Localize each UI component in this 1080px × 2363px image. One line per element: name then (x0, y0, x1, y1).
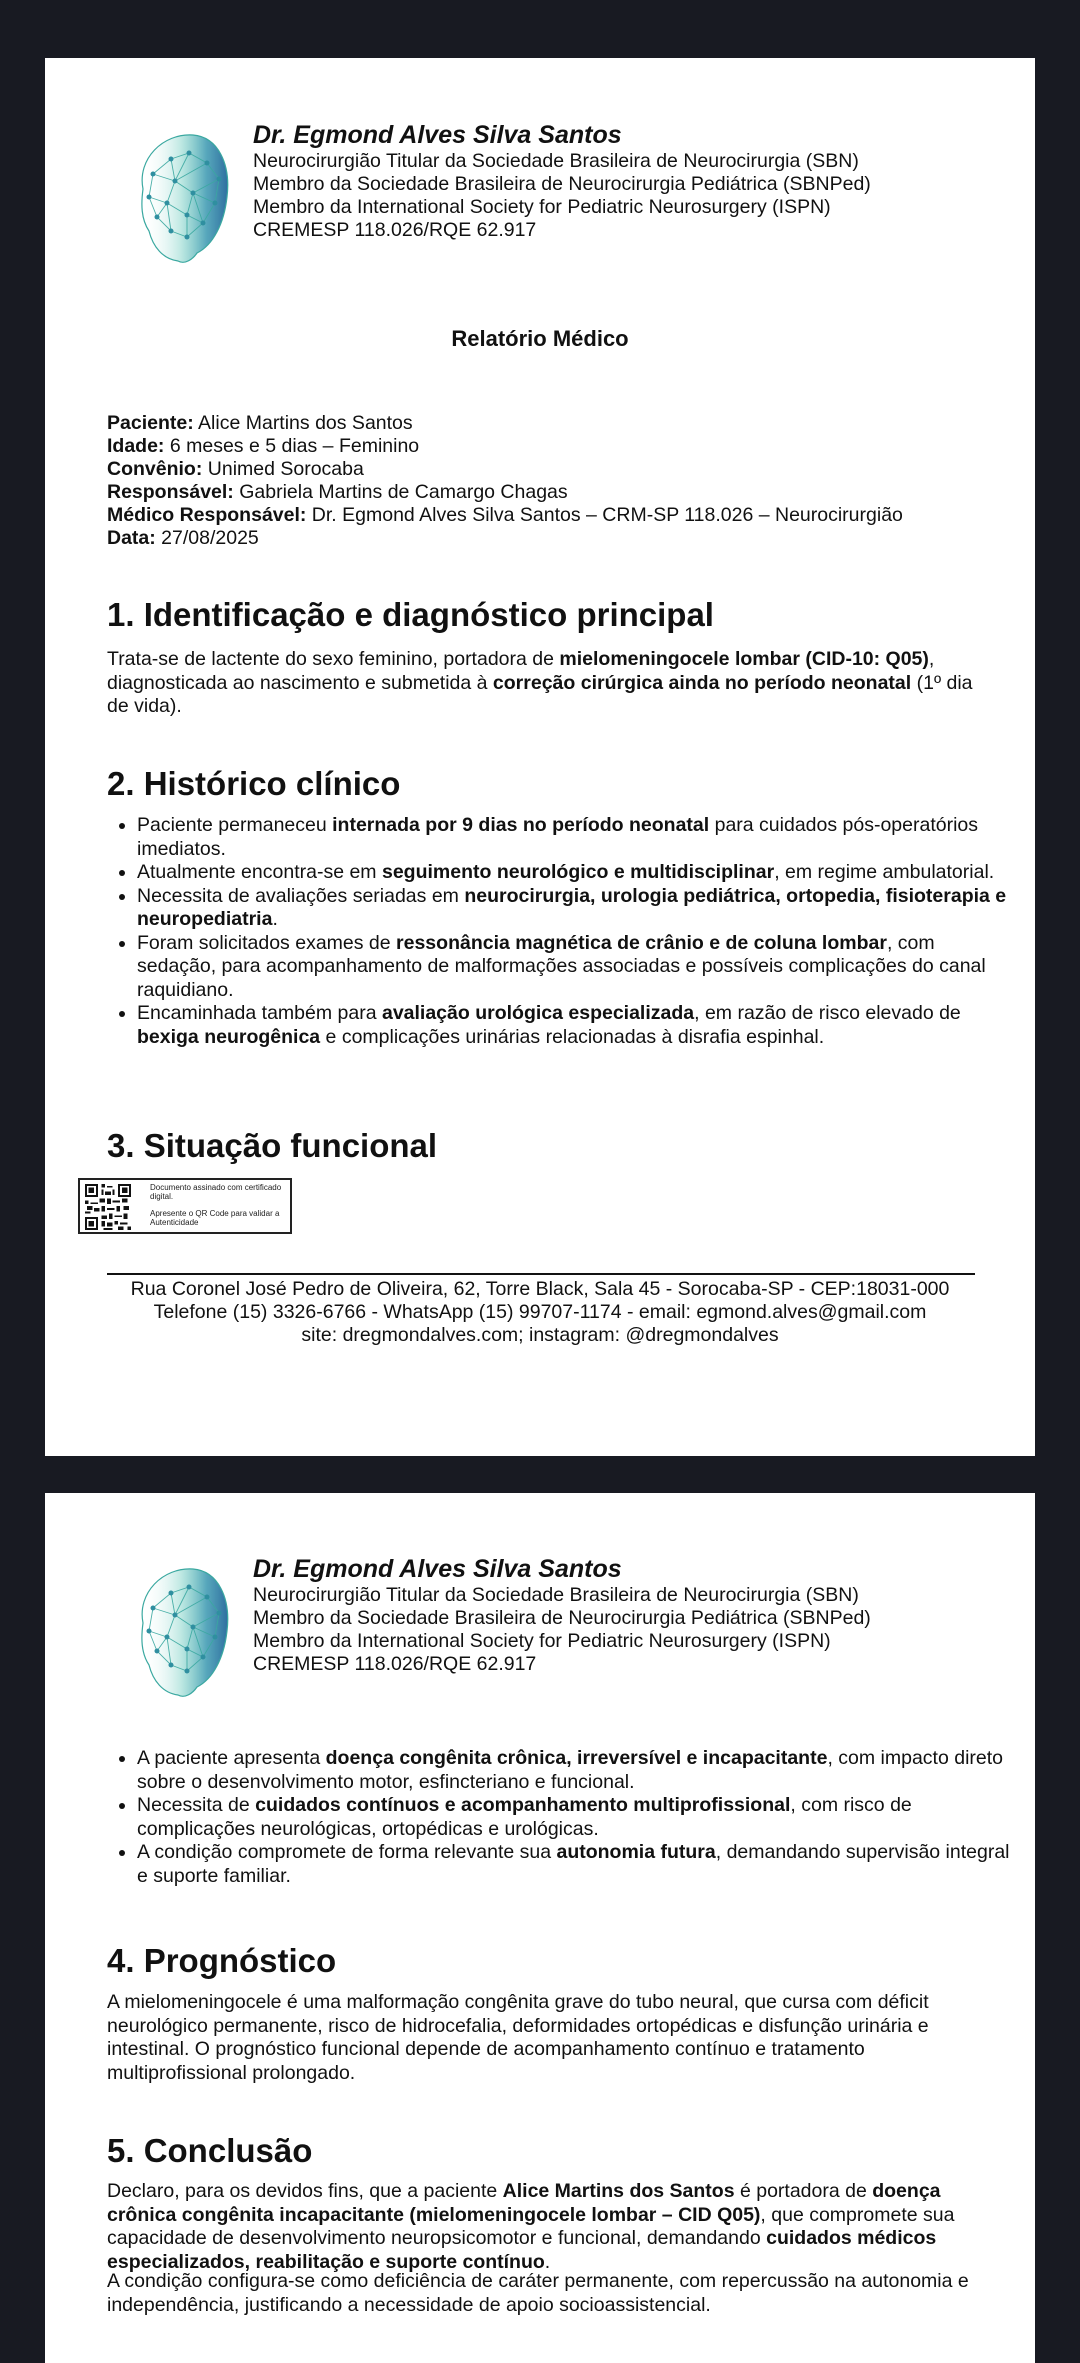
patient-row: Responsável: Gabriela Martins de Camargo Chagas (107, 481, 568, 503)
credential-line: Membro da International Society for Pediatric Neurosurgery (ISPN) (253, 196, 831, 218)
letterhead-text (253, 1554, 871, 1676)
credential-line: Neurocirurgião Titular da Sociedade Brasileira de Neurocirurgia (SBN) (253, 150, 859, 172)
letterhead (45, 58, 1035, 258)
footer-site: site: dregmondalves.com; instagram: @dregmondalves (301, 1324, 779, 1346)
list-item: • Necessita de avaliações seriadas em neurocirurgia, urologia pediátrica, ortopedia, fisioterapia e neuropediatria. (137, 885, 1017, 932)
section-paragraph: Declaro, para os devidos fins, que a paciente Alice Martins dos Santos é portadora de doença crônica congênita incapacitante (mielomeningocele lombar – CID Q05), que compromete sua capacidade de desenvolvimento neuropsicomotor e funcional, demandando cuidados médicos especializados, reabilitação e suporte contínuo. (107, 2180, 955, 2273)
bullet-list (107, 814, 1017, 1049)
letterhead (45, 1493, 1035, 1693)
section-paragraph: A mielomeningocele é uma malformação congênita grave do tubo neural, que cursa com déficit neurológico permanente, risco de hidrocefalia, deformidades ortopédicas e disfunção urinária e intestinal. O prognóstico funcional depende de acompanhamento contínuo e tratamento multiprofissional prolongado. (107, 1991, 929, 2084)
patient-row: Paciente: Alice Martins dos Santos (107, 412, 413, 434)
patient-row: Convênio: Unimed Sorocaba (107, 458, 364, 480)
stamp-text: Documento assinado com certificado digital. Apresente o QR Code para validar a Autenticidade (150, 1183, 282, 1227)
list-item: • Necessita de cuidados contínuos e acompanhamento multiprofissional, com risco de complicações neurológicas, ortopédicas e urológicas. (137, 1794, 1017, 1841)
section-heading-conclusao: 5. Conclusão (107, 2132, 313, 2169)
credential-line: Neurocirurgião Titular da Sociedade Brasileira de Neurocirurgia (SBN) (253, 1584, 859, 1606)
list-item: • Encaminhada também para avaliação urológica especializada, em razão de risco elevado de bexiga neurogênica e complicações urinárias relacionadas à disrafia espinhal. (137, 1002, 1017, 1049)
credential-line: Membro da International Society for Pediatric Neurosurgery (ISPN) (253, 1630, 831, 1652)
list-item: • Atualmente encontra-se em seguimento neurológico e multidisciplinar, em regime ambulatorial. (137, 861, 1017, 885)
brain-network-icon (123, 119, 233, 269)
footer-divider (107, 1273, 975, 1275)
patient-row: Data: 27/08/2025 (107, 527, 259, 549)
letterhead-text (253, 120, 871, 242)
credential-line: CREMESP 118.026/RQE 62.917 (253, 1653, 537, 1675)
bullet-list (107, 1747, 1017, 1888)
qr-code-icon[interactable] (85, 1184, 131, 1230)
credential-line: Membro da Sociedade Brasileira de Neurocirurgia Pediátrica (SBNPed) (253, 1607, 871, 1629)
footer-contact: Telefone (15) 3326-6766 - WhatsApp (15) 99707-1174 - email: egmond.alves@gmail.com (153, 1301, 927, 1323)
section-heading-historico: 2. Histórico clínico (107, 765, 401, 802)
credential-line: Membro da Sociedade Brasileira de Neurocirurgia Pediátrica (SBNPed) (253, 173, 871, 195)
document-page-2 (45, 1493, 1035, 2363)
list-item: • Foram solicitados exames de ressonância magnética de crânio e de coluna lombar, com sedação, para acompanhamento de malformações associadas e possíveis complicações do canal raquidiano. (137, 932, 1017, 1003)
credential-line: CREMESP 118.026/RQE 62.917 (253, 219, 537, 241)
doctor-name: Dr. Egmond Alves Silva Santos (253, 121, 622, 149)
patient-info (107, 412, 987, 550)
section-paragraph: A condição configura-se como deficiência de caráter permanente, com repercussão na autonomia e independência, justificando a necessidade de apoio socioassistencial. (107, 2270, 969, 2316)
section-heading-situacao: 3. Situação funcional (107, 1127, 438, 1164)
section-heading-prognostico: 4. Prognóstico (107, 1942, 337, 1979)
patient-row: Idade: 6 meses e 5 dias – Feminino (107, 435, 420, 457)
list-item: • A paciente apresenta doença congênita crônica, irreversível e incapacitante, com impacto direto sobre o desenvolvimento motor, esfincteriano e funcional. (137, 1747, 1017, 1794)
section-paragraph: Trata-se de lactente do sexo feminino, portadora de mielomeningocele lombar (CID-10: Q05), diagnosticada ao nascimento e submetida à correção cirúrgica ainda no período neonatal (1º dia de vida). (107, 648, 973, 717)
brain-network-icon (123, 1553, 233, 1703)
list-item: • A condição compromete de forma relevante sua autonomia futura, demandando supervisão integral e suporte familiar. (137, 1841, 1017, 1888)
list-item: • Paciente permaneceu internada por 9 dias no período neonatal para cuidados pós-operatórios imediatos. (137, 814, 1017, 861)
patient-row: Médico Responsável: Dr. Egmond Alves Silva Santos – CRM-SP 118.026 – Neurocirurgião (107, 504, 903, 526)
document-page-1 (45, 58, 1035, 1456)
report-title: Relatório Médico (451, 326, 629, 351)
doctor-name: Dr. Egmond Alves Silva Santos (253, 1555, 622, 1583)
digital-signature-stamp (78, 1178, 292, 1234)
page-footer (45, 1278, 1035, 1347)
section-heading-identificacao: 1. Identificação e diagnóstico principal (107, 596, 714, 633)
footer-address: Rua Coronel José Pedro de Oliveira, 62, Torre Black, Sala 45 - Sorocaba-SP - CEP:18031-000 (130, 1278, 950, 1300)
